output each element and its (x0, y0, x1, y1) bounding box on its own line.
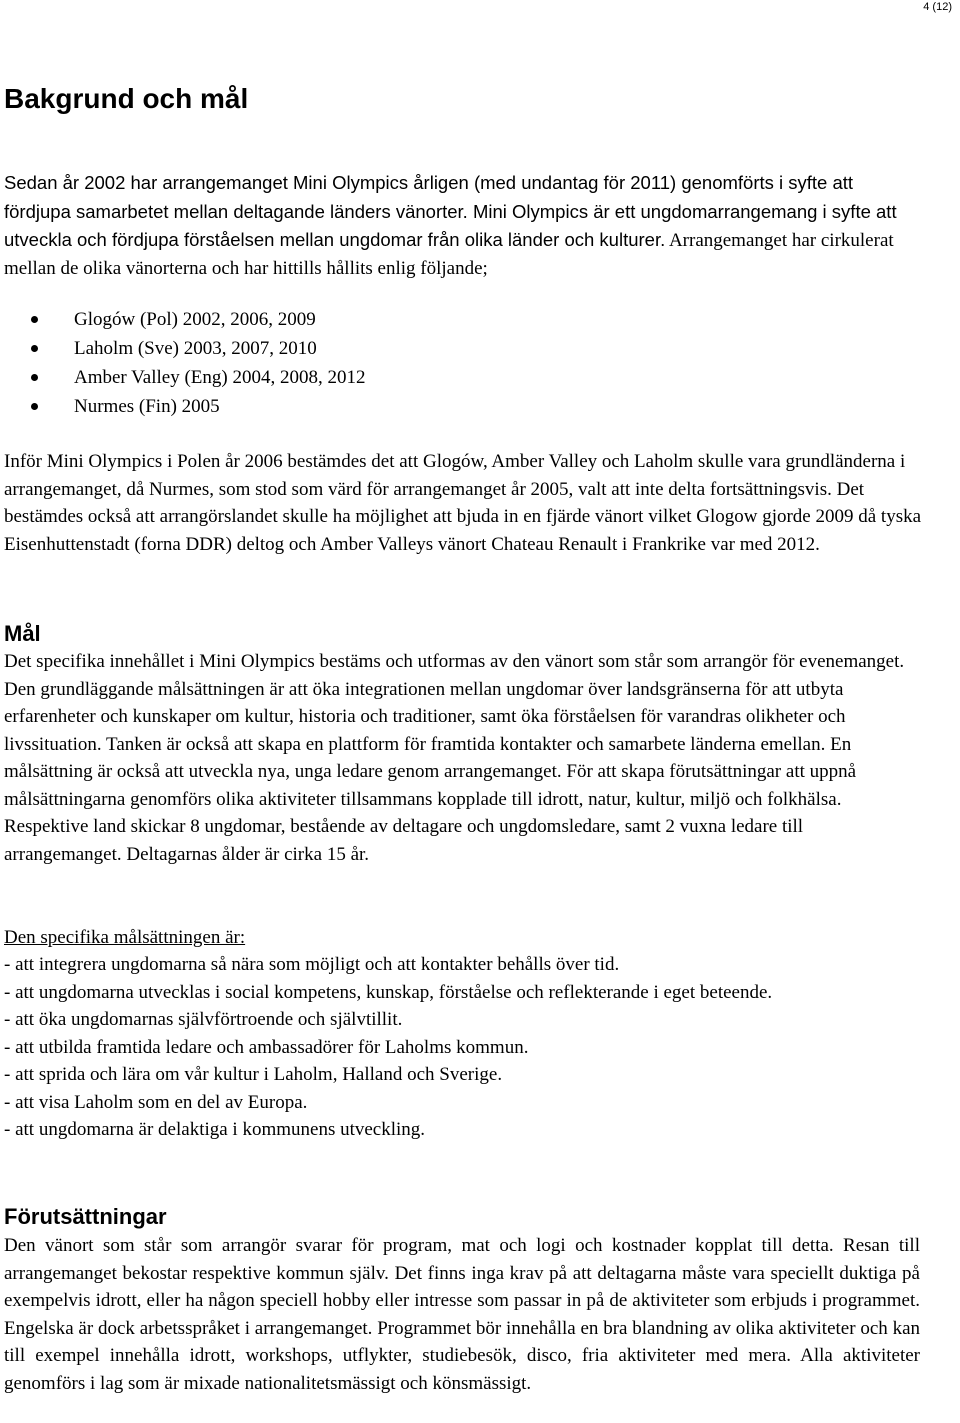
host-list (4, 305, 904, 421)
list-item: - att ungdomarna utvecklas i social kompetens, kunskap, förståelse och reflekterande i eget beteende. (4, 981, 773, 1003)
list-item: - att visa Laholm som en del av Europa. (4, 1091, 308, 1113)
specific-goals-heading: Den specifika målsättningen är: (4, 927, 246, 948)
list-item: - att öka ungdomarnas självförtroende och självtillit. (4, 1009, 403, 1030)
background-intro-serif: Arrangemanget har cirkulerat mellan de olika vänorterna och har hittills hållits enlig följande; (4, 230, 894, 279)
bullet-icon (31, 316, 38, 323)
prerequisites-heading: Förutsättningar (4, 1204, 167, 1229)
bullet-icon (31, 345, 38, 352)
goal-heading: Mål (4, 621, 41, 646)
page-number: 4 (12) (923, 1, 952, 13)
background-paragraph: Inför Mini Olympics i Polen år 2006 bestämdes det att Glogów, Amber Valley och Laholm skulle vara grundländerna i arrangemanget, då Nurmes, som stod som värd för arrangemanget år 2005, valt att inte delta fortsättningsvis. Det bestämdes också att arrangörslandet skulle ha möjlighet att bjuda in en fjärde vänort vilket Glogow gjorde 2009 då tyska Eisenhuttenstadt (forna DDR) deltog och Amber Valleys vänort Chateau Renault i Frankrike var med 2012. (4, 451, 922, 555)
list-item: Laholm (Sve) 2003, 2007, 2010 (4, 334, 904, 363)
list-item: - att sprida och lära om vår kultur i Laholm, Halland och Sverige. (4, 1064, 503, 1085)
specific-goals-list (4, 951, 834, 1144)
bullet-icon (31, 374, 38, 381)
goal-paragraph: Det specifika innehållet i Mini Olympics bestäms och utformas av den vänort som står som arrangör för evenemanget. Den grundläggande målsättningen är att öka integrationen mellan ungdomar över landsgränserna för att utbyta erfarenheter och kunskaper om kultur, historia och traditioner, samt öka förståelsen för varandras olikheter och livssituation. Tanken är också att skapa en plattform för framtida kontakter och samarbete länderna emellan. En målsättning är också att utveckla nya, unga ledare genom arrangemanget. För att skapa förutsättningar att uppnå målsättningarna genomförs olika aktiviteter tillsammans kopplade till idrott, natur, kultur, miljö och folkhälsa. Respektive land skickar 8 ungdomar, bestående av deltagare och ungdomsledare, samt 2 vuxna ledare till arrangemanget. Deltagarnas ålder är cirka 15 år. (4, 651, 905, 865)
background-heading: Bakgrund och mål (4, 83, 249, 114)
list-item: - att utbilda framtida ledare och ambassadörer för Laholms kommun. (4, 1036, 529, 1058)
list-item: - att integrera ungdomarna så nära som möjligt och att kontakter behålls över tid. (4, 954, 620, 975)
background-intro (4, 169, 924, 282)
list-item: Nurmes (Fin) 2005 (4, 392, 904, 421)
list-item: - att ungdomarna är delaktiga i kommunens utveckling. (4, 1119, 426, 1140)
list-item: Amber Valley (Eng) 2004, 2008, 2012 (4, 363, 904, 392)
background-intro-sans: Sedan år 2002 har arrangemanget Mini Olympics årligen (med undantag för 2011) genomförts i syfte att fördjupa samarbetet mellan deltagande länders vänorter. Mini Olympics är ett ungdomarrangemang i syfte att utveckla och fördjupa förståelsen mellan ungdomar från olika länder och kulturer. (4, 172, 897, 250)
prerequisites-paragraph: Den vänort som står som arrangör svarar för program, mat och logi och kostnader kopplat till detta. Resan till arrangemanget bekostar respektive kommun själv. Det finns inga krav på att deltagarna måste vara speciellt duktiga på exempelvis idrott, eller ha någon speciell hobby eller intresse som passar in på de aktiviteter som erbjuds i programmet. Engelska är dock arbetsspråket i arrangemanget. Programmet bör innehålla en bra blandning av olika aktiviteter och kan till exempel innehålla idrott, workshops, utflykter, studiebesök, disco, fria aktiviteter med mera. Alla aktiviteter genomförs i lag som är mixade nationalitetsmässigt och könsmässigt. (4, 1235, 920, 1394)
list-item: Glogów (Pol) 2002, 2006, 2009 (4, 305, 904, 334)
bullet-icon (31, 403, 38, 410)
